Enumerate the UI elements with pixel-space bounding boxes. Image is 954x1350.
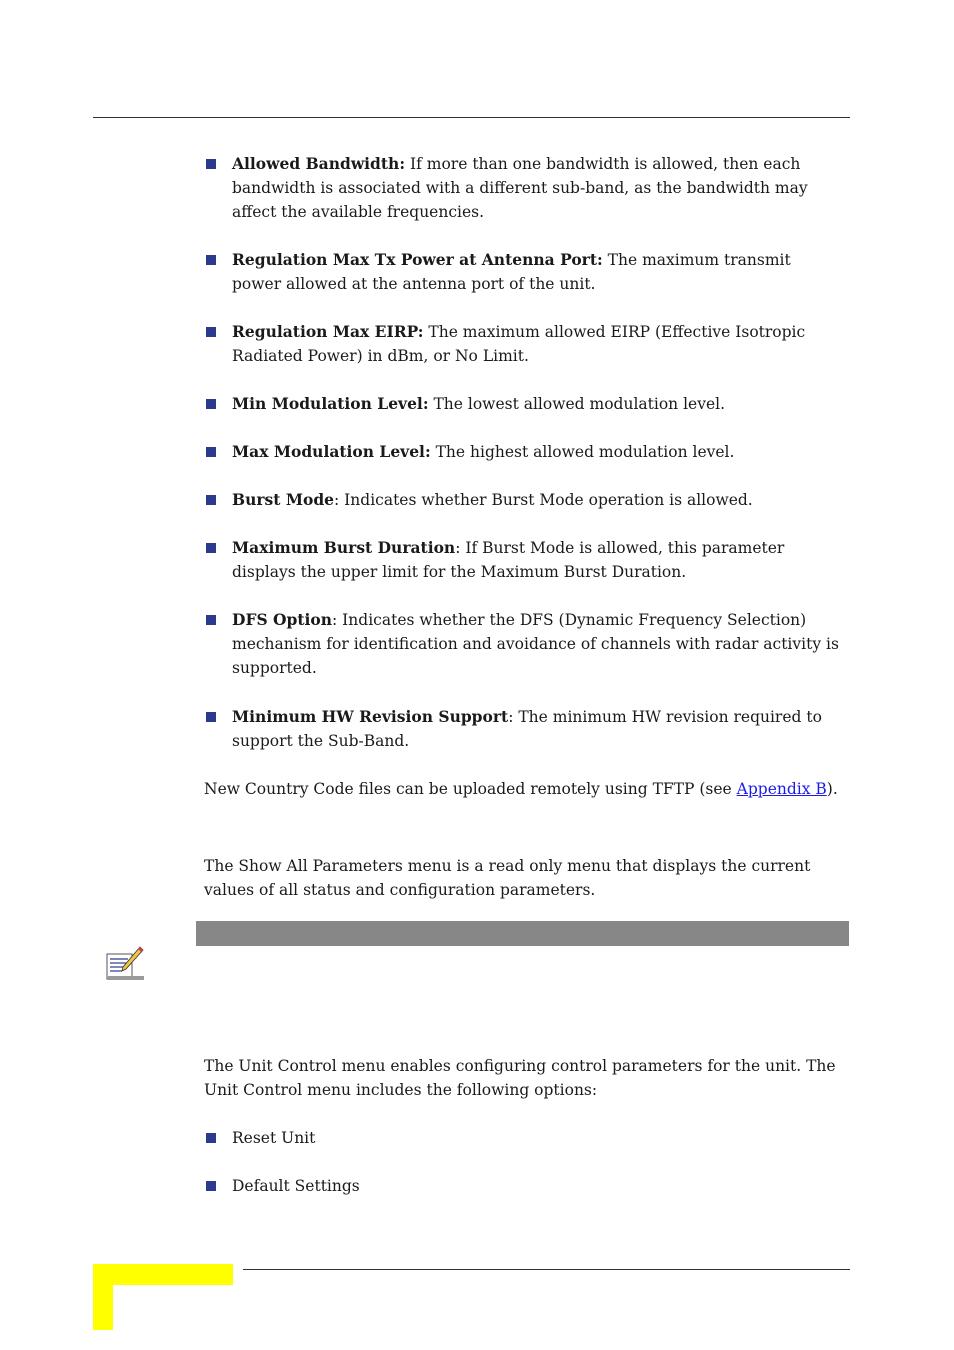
list-item <box>204 152 844 224</box>
bullet-description: The highest allowed modulation level. <box>430 443 735 461</box>
footer-rule <box>243 1269 850 1270</box>
bullet-square-icon <box>206 447 216 457</box>
bullet-term: Minimum HW Revision Support <box>232 707 509 726</box>
list-item <box>204 608 844 680</box>
note-header-bar <box>196 921 849 946</box>
header-rule <box>93 117 850 118</box>
paragraph-text: ). <box>826 780 838 798</box>
bullet-term: Burst Mode <box>232 490 335 509</box>
bullet-description: The maximum transmit power allowed at the antenna port of the unit. <box>232 251 791 293</box>
country-code-paragraph <box>204 777 844 801</box>
bullet-square-icon <box>206 159 216 169</box>
bullet-square-icon <box>206 255 216 265</box>
bullet-description: : Indicates whether Burst Mode operation is allowed. <box>334 491 753 509</box>
bullet-term: Regulation Max Tx Power at Antenna Port: <box>232 250 603 269</box>
bullet-term: DFS Option <box>232 610 333 629</box>
list-item <box>204 248 844 296</box>
bullet-square-icon <box>206 1181 216 1191</box>
bullet-square-icon <box>206 712 216 722</box>
note-pad-pencil-icon <box>104 945 146 983</box>
bullet-term: Min Modulation Level: <box>232 394 429 413</box>
bullet-description: : The minimum HW revision required to support the Sub-Band. <box>232 708 822 750</box>
footer-accent-tab <box>93 1264 113 1330</box>
list-item <box>204 1126 844 1150</box>
list-item <box>204 536 844 584</box>
bullet-description: If more than one bandwidth is allowed, then each bandwidth is associated with a different sub-band, as the bandwidth may affect the available frequencies. <box>232 155 808 221</box>
bullet-description: The maximum allowed EIRP (Effective Isotropic Radiated Power) in dBm, or No Limit. <box>232 323 806 365</box>
option-label: Default Settings <box>232 1177 360 1195</box>
appendix-b-link[interactable]: Appendix B <box>736 780 827 798</box>
bullet-description: : Indicates whether the DFS (Dynamic Frequency Selection) mechanism for identification and avoidance of channels with radar activity is supported. <box>232 611 839 677</box>
paragraph-text: New Country Code files can be uploaded remotely using TFTP (see <box>204 780 737 798</box>
bullet-term: Regulation Max EIRP: <box>232 322 424 341</box>
bullet-description: The lowest allowed modulation level. <box>428 395 726 413</box>
option-label: Reset Unit <box>232 1129 316 1147</box>
bullet-description: : If Burst Mode is allowed, this parameter displays the upper limit for the Maximum Burst Duration. <box>232 539 785 581</box>
bullet-square-icon <box>206 543 216 553</box>
list-item <box>204 392 844 416</box>
bullet-square-icon <box>206 399 216 409</box>
show-all-parameters-paragraph: The Show All Parameters menu is a read only menu that displays the current values of all status and configuration parameters. <box>204 857 811 899</box>
bullet-square-icon <box>206 327 216 337</box>
list-item <box>204 705 844 753</box>
bullet-square-icon <box>206 495 216 505</box>
list-item <box>204 320 844 368</box>
list-item <box>204 440 844 464</box>
footer-accent-bar <box>93 1264 233 1285</box>
bullet-term: Maximum Burst Duration <box>232 538 456 557</box>
unit-control-paragraph: The Unit Control menu enables configuring control parameters for the unit. The Unit Control menu includes the following options: <box>204 1057 836 1099</box>
list-item <box>204 1174 844 1198</box>
bullet-square-icon <box>206 615 216 625</box>
bullet-term: Allowed Bandwidth: <box>232 154 406 173</box>
bullet-square-icon <box>206 1133 216 1143</box>
bullet-term: Max Modulation Level: <box>232 442 431 461</box>
list-item <box>204 488 844 512</box>
